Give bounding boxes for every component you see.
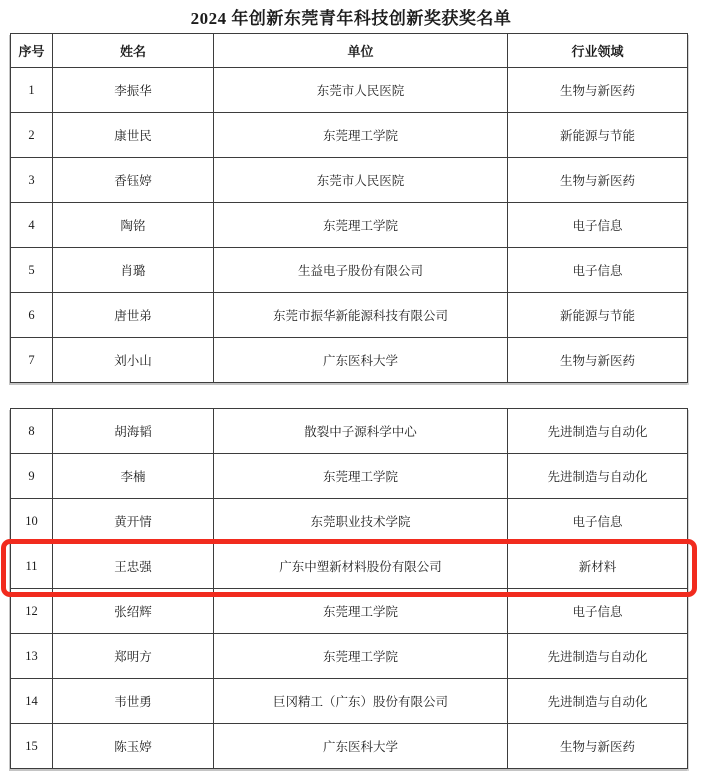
- cell-field: 生物与新医药: [508, 68, 688, 113]
- cell-field: 新能源与节能: [508, 113, 688, 158]
- cell-org: 东莞理工学院: [214, 454, 508, 499]
- cell-name: 刘小山: [53, 338, 214, 383]
- table-row: [11, 679, 688, 724]
- cell-field: 先进制造与自动化: [508, 409, 688, 454]
- cell-num: 9: [11, 454, 53, 499]
- cell-org: 东莞理工学院: [214, 113, 508, 158]
- cell-num: 15: [11, 724, 53, 769]
- cell-num: 6: [11, 293, 53, 338]
- cell-field: 新材料: [508, 544, 688, 589]
- table-row: [11, 203, 688, 248]
- cell-field: 电子信息: [508, 248, 688, 293]
- table-row: [11, 338, 688, 383]
- cell-field: 先进制造与自动化: [508, 679, 688, 724]
- cell-name: 陶铭: [53, 203, 214, 248]
- cell-num: 13: [11, 634, 53, 679]
- cell-field: 生物与新医药: [508, 338, 688, 383]
- cell-field: 电子信息: [508, 589, 688, 634]
- cell-name: 黄开情: [53, 499, 214, 544]
- cell-name: 康世民: [53, 113, 214, 158]
- table-row-highlighted: [11, 544, 688, 589]
- cell-org: 广东中塑新材料股份有限公司: [214, 544, 508, 589]
- table-section-gap: [0, 383, 702, 408]
- cell-org: 散裂中子源科学中心: [214, 409, 508, 454]
- cell-name: 香钰婷: [53, 158, 214, 203]
- table-row: [11, 68, 688, 113]
- cell-num: 10: [11, 499, 53, 544]
- cell-org: 东莞理工学院: [214, 634, 508, 679]
- table-row: [11, 293, 688, 338]
- cell-name: 李楠: [53, 454, 214, 499]
- cell-org: 东莞职业技术学院: [214, 499, 508, 544]
- header-org: 单位: [214, 34, 508, 68]
- cell-org: 巨冈精工（广东）股份有限公司: [214, 679, 508, 724]
- cell-field: 先进制造与自动化: [508, 634, 688, 679]
- cell-num: 4: [11, 203, 53, 248]
- cell-num: 3: [11, 158, 53, 203]
- table-row: [11, 158, 688, 203]
- cell-field: 生物与新医药: [508, 158, 688, 203]
- cell-name: 陈玉婷: [53, 724, 214, 769]
- cell-name: 郑明方: [53, 634, 214, 679]
- cell-name: 胡海韬: [53, 409, 214, 454]
- header-field: 行业领域: [508, 34, 688, 68]
- table-row: [11, 634, 688, 679]
- cell-num: 11: [11, 544, 53, 589]
- table-row: [11, 113, 688, 158]
- table-row: [11, 409, 688, 454]
- award-table-section-2: [10, 408, 688, 769]
- cell-name: 王忠强: [53, 544, 214, 589]
- cell-num: 8: [11, 409, 53, 454]
- page-title: 2024 年创新东莞青年科技创新奖获奖名单: [190, 9, 512, 28]
- cell-name: 唐世弟: [53, 293, 214, 338]
- cell-num: 7: [11, 338, 53, 383]
- table-row: [11, 454, 688, 499]
- table-row: [11, 499, 688, 544]
- cell-num: 14: [11, 679, 53, 724]
- award-table-section-1: [10, 33, 688, 383]
- cell-name: 李振华: [53, 68, 214, 113]
- cell-org: 广东医科大学: [214, 724, 508, 769]
- cell-org: 东莞理工学院: [214, 589, 508, 634]
- cell-num: 5: [11, 248, 53, 293]
- table-header-row: [11, 34, 688, 68]
- cell-field: 生物与新医药: [508, 724, 688, 769]
- cell-field: 电子信息: [508, 203, 688, 248]
- cell-org: 东莞市振华新能源科技有限公司: [214, 293, 508, 338]
- cell-num: 2: [11, 113, 53, 158]
- table-row: [11, 589, 688, 634]
- cell-num: 1: [11, 68, 53, 113]
- cell-org: 生益电子股份有限公司: [214, 248, 508, 293]
- cell-org: 东莞市人民医院: [214, 158, 508, 203]
- table-row: [11, 248, 688, 293]
- cell-field: 电子信息: [508, 499, 688, 544]
- cell-num: 12: [11, 589, 53, 634]
- cell-name: 韦世勇: [53, 679, 214, 724]
- cell-name: 张绍辉: [53, 589, 214, 634]
- table-row: [11, 724, 688, 769]
- cell-org: 东莞理工学院: [214, 203, 508, 248]
- cell-field: 新能源与节能: [508, 293, 688, 338]
- header-name: 姓名: [53, 34, 214, 68]
- cell-org: 广东医科大学: [214, 338, 508, 383]
- cell-field: 先进制造与自动化: [508, 454, 688, 499]
- header-num: 序号: [11, 34, 53, 68]
- cell-org: 东莞市人民医院: [214, 68, 508, 113]
- cell-name: 肖璐: [53, 248, 214, 293]
